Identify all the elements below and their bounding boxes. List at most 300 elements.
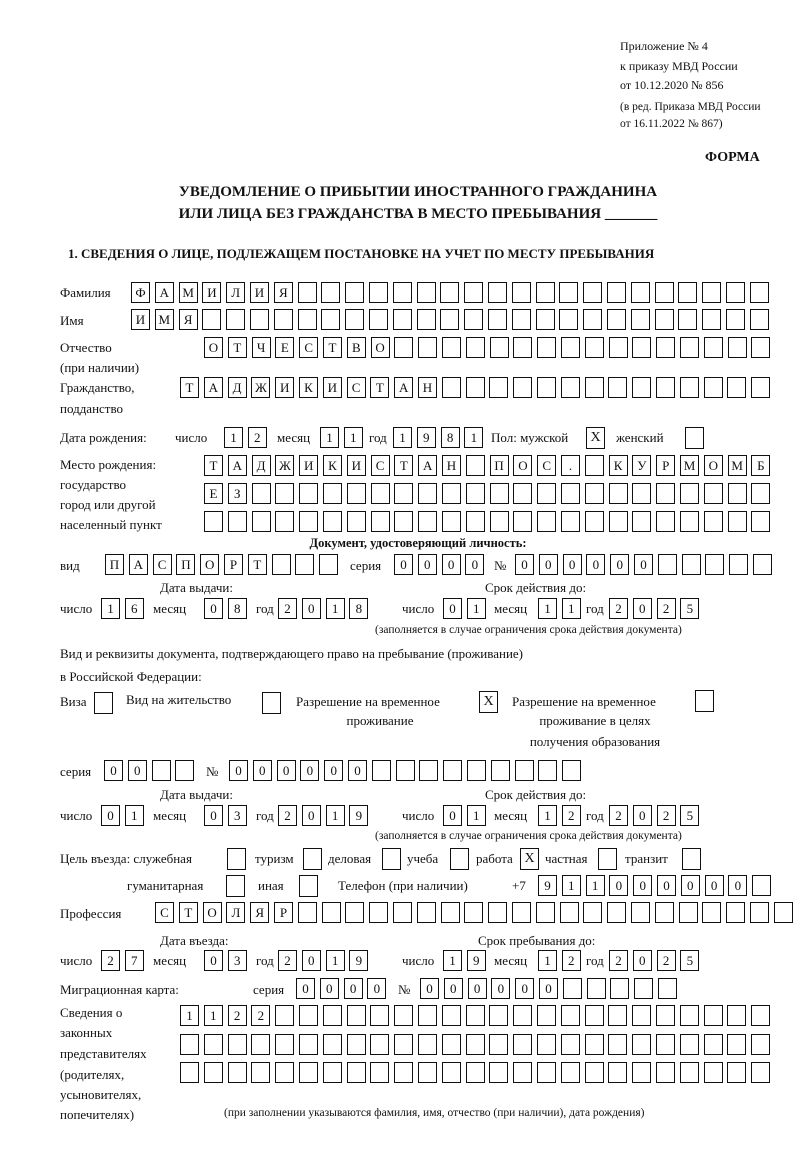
char-box[interactable]: 2 — [278, 598, 297, 619]
char-box[interactable] — [489, 1062, 508, 1083]
char-box[interactable]: 1 — [320, 427, 339, 448]
char-box[interactable]: 0 — [539, 554, 558, 575]
char-box[interactable] — [751, 1034, 770, 1055]
char-box[interactable] — [345, 902, 364, 923]
char-box[interactable] — [632, 1034, 651, 1055]
char-box[interactable] — [490, 483, 509, 504]
char-box[interactable]: О — [203, 902, 222, 923]
char-box[interactable]: 0 — [101, 805, 120, 826]
char-box[interactable]: 2 — [228, 1005, 247, 1026]
char-box[interactable]: 2 — [657, 598, 676, 619]
char-box[interactable] — [464, 902, 483, 923]
char-box[interactable] — [559, 309, 578, 330]
char-box[interactable] — [680, 511, 699, 532]
char-box[interactable]: 2 — [278, 805, 297, 826]
char-box[interactable] — [513, 1034, 532, 1055]
char-box[interactable] — [464, 282, 483, 303]
char-box[interactable] — [585, 377, 604, 398]
char-box[interactable] — [537, 511, 556, 532]
char-box[interactable]: 9 — [538, 875, 557, 896]
char-box[interactable] — [656, 337, 675, 358]
char-box[interactable] — [275, 511, 294, 532]
char-box[interactable] — [489, 377, 508, 398]
char-box[interactable]: Я — [179, 309, 198, 330]
char-box[interactable] — [680, 1034, 699, 1055]
char-box[interactable]: 1 — [101, 598, 120, 619]
char-box[interactable] — [228, 511, 247, 532]
char-box[interactable]: 0 — [539, 978, 558, 999]
char-box[interactable] — [702, 282, 721, 303]
char-box[interactable] — [419, 760, 438, 781]
char-box[interactable]: Б — [751, 455, 770, 476]
char-box[interactable]: 1 — [538, 805, 557, 826]
char-box[interactable]: 3 — [228, 805, 247, 826]
char-box[interactable] — [466, 337, 485, 358]
char-box[interactable] — [371, 483, 390, 504]
char-box[interactable]: 0 — [491, 978, 510, 999]
char-box[interactable] — [704, 1005, 723, 1026]
char-box[interactable] — [323, 1005, 342, 1026]
char-box[interactable] — [180, 1062, 199, 1083]
char-box[interactable] — [417, 282, 436, 303]
char-box[interactable]: Р — [274, 902, 293, 923]
char-box[interactable]: Я — [250, 902, 269, 923]
char-box[interactable]: 0 — [302, 598, 321, 619]
char-box[interactable] — [656, 1062, 675, 1083]
char-box[interactable]: 1 — [464, 427, 483, 448]
char-box[interactable]: 9 — [417, 427, 436, 448]
char-box[interactable]: Т — [204, 455, 223, 476]
char-box[interactable] — [418, 1062, 437, 1083]
char-box[interactable]: 0 — [633, 805, 652, 826]
char-box[interactable] — [678, 282, 697, 303]
char-box[interactable] — [417, 309, 436, 330]
char-box[interactable] — [751, 377, 770, 398]
char-box[interactable] — [442, 1005, 461, 1026]
purpose-study-checkbox[interactable] — [450, 848, 469, 870]
char-box[interactable] — [704, 337, 723, 358]
char-box[interactable]: 0 — [394, 554, 413, 575]
char-box[interactable] — [726, 902, 745, 923]
char-box[interactable] — [488, 902, 507, 923]
char-box[interactable] — [751, 1062, 770, 1083]
char-box[interactable] — [583, 902, 602, 923]
char-box[interactable] — [583, 309, 602, 330]
char-box[interactable] — [774, 902, 793, 923]
char-box[interactable]: И — [323, 377, 342, 398]
char-box[interactable] — [323, 483, 342, 504]
char-box[interactable]: . — [561, 455, 580, 476]
char-box[interactable]: Д — [228, 377, 247, 398]
sex-female-checkbox[interactable] — [685, 427, 704, 449]
char-box[interactable] — [370, 1062, 389, 1083]
char-box[interactable] — [610, 978, 629, 999]
char-box[interactable]: 2 — [101, 950, 120, 971]
char-box[interactable] — [252, 483, 271, 504]
char-box[interactable] — [275, 1062, 294, 1083]
char-box[interactable] — [561, 1034, 580, 1055]
char-box[interactable] — [560, 902, 579, 923]
char-box[interactable] — [704, 483, 723, 504]
char-box[interactable]: Т — [370, 377, 389, 398]
char-box[interactable]: А — [418, 455, 437, 476]
char-box[interactable] — [491, 760, 510, 781]
char-box[interactable]: 0 — [563, 554, 582, 575]
char-box[interactable]: К — [299, 377, 318, 398]
char-box[interactable]: И — [347, 455, 366, 476]
char-box[interactable] — [585, 1005, 604, 1026]
char-box[interactable] — [418, 1034, 437, 1055]
char-box[interactable] — [440, 282, 459, 303]
char-box[interactable] — [513, 1062, 532, 1083]
char-box[interactable] — [347, 1062, 366, 1083]
char-box[interactable] — [680, 337, 699, 358]
char-box[interactable] — [680, 483, 699, 504]
char-box[interactable] — [299, 1034, 318, 1055]
char-box[interactable]: 1 — [586, 875, 605, 896]
char-box[interactable] — [561, 483, 580, 504]
char-box[interactable]: С — [347, 377, 366, 398]
char-box[interactable] — [467, 760, 486, 781]
char-box[interactable]: 5 — [680, 598, 699, 619]
char-box[interactable] — [295, 554, 314, 575]
char-box[interactable]: У — [632, 455, 651, 476]
char-box[interactable]: 0 — [253, 760, 272, 781]
char-box[interactable]: П — [490, 455, 509, 476]
char-box[interactable]: Т — [248, 554, 267, 575]
char-box[interactable]: Е — [275, 337, 294, 358]
char-box[interactable] — [680, 377, 699, 398]
purpose-transit-checkbox[interactable] — [682, 848, 701, 870]
char-box[interactable] — [299, 1062, 318, 1083]
char-box[interactable] — [513, 377, 532, 398]
char-box[interactable] — [631, 282, 650, 303]
char-box[interactable] — [682, 554, 701, 575]
char-box[interactable] — [537, 1062, 556, 1083]
char-box[interactable] — [152, 760, 171, 781]
char-box[interactable]: 0 — [609, 875, 628, 896]
char-box[interactable] — [512, 309, 531, 330]
char-box[interactable]: А — [129, 554, 148, 575]
char-box[interactable]: 0 — [442, 554, 461, 575]
char-box[interactable]: П — [105, 554, 124, 575]
char-box[interactable]: 0 — [300, 760, 319, 781]
char-box[interactable]: С — [153, 554, 172, 575]
char-box[interactable] — [561, 511, 580, 532]
char-box[interactable]: 2 — [609, 950, 628, 971]
char-box[interactable] — [704, 1062, 723, 1083]
char-box[interactable] — [442, 337, 461, 358]
char-box[interactable] — [559, 282, 578, 303]
char-box[interactable]: 0 — [229, 760, 248, 781]
char-box[interactable] — [537, 483, 556, 504]
char-box[interactable]: А — [228, 455, 247, 476]
char-box[interactable] — [704, 1034, 723, 1055]
char-box[interactable]: 9 — [349, 805, 368, 826]
char-box[interactable]: 0 — [444, 978, 463, 999]
char-box[interactable] — [272, 554, 291, 575]
char-box[interactable] — [656, 483, 675, 504]
char-box[interactable]: 1 — [562, 875, 581, 896]
char-box[interactable] — [393, 309, 412, 330]
char-box[interactable] — [632, 377, 651, 398]
char-box[interactable] — [728, 337, 747, 358]
char-box[interactable] — [394, 1005, 413, 1026]
char-box[interactable] — [750, 282, 769, 303]
char-box[interactable]: 1 — [125, 805, 144, 826]
char-box[interactable] — [370, 1005, 389, 1026]
char-box[interactable] — [251, 1062, 270, 1083]
char-box[interactable]: С — [371, 455, 390, 476]
char-box[interactable]: 1 — [467, 805, 486, 826]
char-box[interactable] — [322, 902, 341, 923]
char-box[interactable] — [466, 1005, 485, 1026]
char-box[interactable] — [202, 309, 221, 330]
char-box[interactable] — [656, 377, 675, 398]
char-box[interactable]: 0 — [465, 554, 484, 575]
char-box[interactable] — [442, 377, 461, 398]
char-box[interactable] — [702, 902, 721, 923]
char-box[interactable]: 0 — [302, 805, 321, 826]
char-box[interactable] — [442, 483, 461, 504]
char-box[interactable]: Ж — [275, 455, 294, 476]
char-box[interactable] — [704, 511, 723, 532]
char-box[interactable] — [204, 1062, 223, 1083]
char-box[interactable]: 0 — [204, 950, 223, 971]
char-box[interactable]: 0 — [610, 554, 629, 575]
char-box[interactable] — [751, 483, 770, 504]
char-box[interactable]: 1 — [180, 1005, 199, 1026]
char-box[interactable]: 3 — [228, 950, 247, 971]
char-box[interactable] — [631, 902, 650, 923]
char-box[interactable]: А — [204, 377, 223, 398]
char-box[interactable]: 5 — [680, 950, 699, 971]
char-box[interactable] — [608, 377, 627, 398]
char-box[interactable]: 0 — [420, 978, 439, 999]
char-box[interactable] — [750, 309, 769, 330]
char-box[interactable] — [632, 1062, 651, 1083]
char-box[interactable] — [705, 554, 724, 575]
char-box[interactable] — [175, 760, 194, 781]
char-box[interactable] — [608, 1005, 627, 1026]
char-box[interactable]: 0 — [586, 554, 605, 575]
char-box[interactable]: 1 — [224, 427, 243, 448]
char-box[interactable] — [680, 1062, 699, 1083]
char-box[interactable] — [609, 511, 628, 532]
char-box[interactable] — [587, 978, 606, 999]
char-box[interactable] — [513, 483, 532, 504]
char-box[interactable]: 1 — [326, 598, 345, 619]
char-box[interactable]: 0 — [681, 875, 700, 896]
char-box[interactable]: 2 — [562, 950, 581, 971]
char-box[interactable] — [323, 511, 342, 532]
char-box[interactable] — [466, 455, 485, 476]
char-box[interactable] — [632, 511, 651, 532]
char-box[interactable]: 2 — [609, 805, 628, 826]
edu-permit-checkbox[interactable] — [695, 690, 714, 712]
char-box[interactable] — [396, 760, 415, 781]
char-box[interactable] — [393, 902, 412, 923]
char-box[interactable]: 2 — [562, 805, 581, 826]
char-box[interactable] — [347, 1005, 366, 1026]
char-box[interactable]: 1 — [326, 805, 345, 826]
char-box[interactable] — [513, 337, 532, 358]
char-box[interactable]: С — [155, 902, 174, 923]
char-box[interactable] — [513, 511, 532, 532]
char-box[interactable] — [656, 511, 675, 532]
char-box[interactable] — [679, 902, 698, 923]
char-box[interactable]: И — [202, 282, 221, 303]
char-box[interactable]: Л — [226, 282, 245, 303]
char-box[interactable] — [323, 1062, 342, 1083]
char-box[interactable]: 0 — [302, 950, 321, 971]
char-box[interactable]: 0 — [296, 978, 315, 999]
char-box[interactable] — [418, 483, 437, 504]
char-box[interactable]: 1 — [538, 598, 557, 619]
char-box[interactable] — [728, 511, 747, 532]
char-box[interactable] — [537, 377, 556, 398]
char-box[interactable] — [515, 760, 534, 781]
char-box[interactable]: 1 — [467, 598, 486, 619]
char-box[interactable]: 8 — [441, 427, 460, 448]
char-box[interactable] — [607, 902, 626, 923]
char-box[interactable] — [608, 1062, 627, 1083]
char-box[interactable]: Р — [224, 554, 243, 575]
char-box[interactable] — [561, 377, 580, 398]
char-box[interactable]: 9 — [467, 950, 486, 971]
char-box[interactable] — [466, 1034, 485, 1055]
char-box[interactable] — [728, 483, 747, 504]
char-box[interactable] — [678, 309, 697, 330]
purpose-other-checkbox[interactable] — [299, 875, 318, 897]
char-box[interactable] — [680, 1005, 699, 1026]
purpose-tourism-checkbox[interactable] — [303, 848, 322, 870]
char-box[interactable] — [466, 483, 485, 504]
char-box[interactable]: 1 — [326, 950, 345, 971]
char-box[interactable] — [563, 978, 582, 999]
char-box[interactable] — [466, 1062, 485, 1083]
char-box[interactable] — [585, 455, 604, 476]
char-box[interactable] — [298, 282, 317, 303]
char-box[interactable] — [299, 511, 318, 532]
char-box[interactable] — [441, 902, 460, 923]
char-box[interactable]: 0 — [443, 598, 462, 619]
char-box[interactable] — [321, 309, 340, 330]
char-box[interactable]: 1 — [204, 1005, 223, 1026]
char-box[interactable]: 0 — [344, 978, 363, 999]
char-box[interactable] — [537, 1005, 556, 1026]
char-box[interactable] — [726, 309, 745, 330]
char-box[interactable] — [704, 377, 723, 398]
char-box[interactable] — [632, 483, 651, 504]
char-box[interactable]: 1 — [443, 950, 462, 971]
char-box[interactable] — [369, 309, 388, 330]
char-box[interactable]: 2 — [251, 1005, 270, 1026]
purpose-business-checkbox[interactable] — [382, 848, 401, 870]
char-box[interactable] — [204, 1034, 223, 1055]
char-box[interactable]: 7 — [125, 950, 144, 971]
char-box[interactable] — [275, 1034, 294, 1055]
char-box[interactable]: 0 — [705, 875, 724, 896]
char-box[interactable] — [658, 978, 677, 999]
char-box[interactable] — [585, 483, 604, 504]
char-box[interactable]: К — [609, 455, 628, 476]
char-box[interactable] — [489, 1005, 508, 1026]
char-box[interactable] — [228, 1034, 247, 1055]
char-box[interactable] — [727, 377, 746, 398]
purpose-private-checkbox[interactable] — [598, 848, 617, 870]
char-box[interactable]: М — [155, 309, 174, 330]
purpose-service-checkbox[interactable] — [227, 848, 246, 870]
char-box[interactable]: 0 — [104, 760, 123, 781]
char-box[interactable]: 0 — [204, 805, 223, 826]
char-box[interactable] — [417, 902, 436, 923]
char-box[interactable]: 0 — [633, 950, 652, 971]
char-box[interactable]: 1 — [393, 427, 412, 448]
char-box[interactable] — [607, 282, 626, 303]
char-box[interactable]: 2 — [248, 427, 267, 448]
char-box[interactable]: Ч — [252, 337, 271, 358]
char-box[interactable] — [536, 902, 555, 923]
char-box[interactable] — [250, 309, 269, 330]
char-box[interactable]: 0 — [348, 760, 367, 781]
char-box[interactable]: М — [179, 282, 198, 303]
char-box[interactable]: 0 — [204, 598, 223, 619]
char-box[interactable]: Т — [179, 902, 198, 923]
char-box[interactable] — [275, 483, 294, 504]
visa-checkbox[interactable] — [94, 692, 113, 714]
char-box[interactable]: 2 — [609, 598, 628, 619]
char-box[interactable] — [727, 1005, 746, 1026]
char-box[interactable]: 0 — [633, 598, 652, 619]
char-box[interactable]: А — [394, 377, 413, 398]
char-box[interactable]: 6 — [125, 598, 144, 619]
char-box[interactable] — [585, 1062, 604, 1083]
char-box[interactable] — [394, 511, 413, 532]
char-box[interactable]: 0 — [277, 760, 296, 781]
char-box[interactable]: 0 — [320, 978, 339, 999]
char-box[interactable] — [298, 902, 317, 923]
char-box[interactable]: 9 — [349, 950, 368, 971]
char-box[interactable] — [561, 1062, 580, 1083]
char-box[interactable] — [370, 1034, 389, 1055]
char-box[interactable]: О — [371, 337, 390, 358]
char-box[interactable]: И — [275, 377, 294, 398]
char-box[interactable] — [251, 1034, 270, 1055]
purpose-humanitarian-checkbox[interactable] — [226, 875, 245, 897]
char-box[interactable] — [345, 282, 364, 303]
char-box[interactable] — [204, 511, 223, 532]
sex-male-checkbox[interactable]: X — [586, 427, 605, 449]
char-box[interactable] — [443, 760, 462, 781]
char-box[interactable] — [466, 377, 485, 398]
char-box[interactable] — [488, 282, 507, 303]
char-box[interactable] — [275, 1005, 294, 1026]
char-box[interactable]: 0 — [367, 978, 386, 999]
char-box[interactable] — [442, 511, 461, 532]
char-box[interactable]: И — [250, 282, 269, 303]
char-box[interactable] — [585, 511, 604, 532]
char-box[interactable] — [394, 483, 413, 504]
char-box[interactable]: Ж — [251, 377, 270, 398]
char-box[interactable] — [631, 309, 650, 330]
char-box[interactable]: Т — [394, 455, 413, 476]
char-box[interactable]: С — [299, 337, 318, 358]
char-box[interactable] — [369, 902, 388, 923]
char-box[interactable] — [347, 1034, 366, 1055]
char-box[interactable]: 8 — [349, 598, 368, 619]
residence-checkbox[interactable] — [262, 692, 281, 714]
